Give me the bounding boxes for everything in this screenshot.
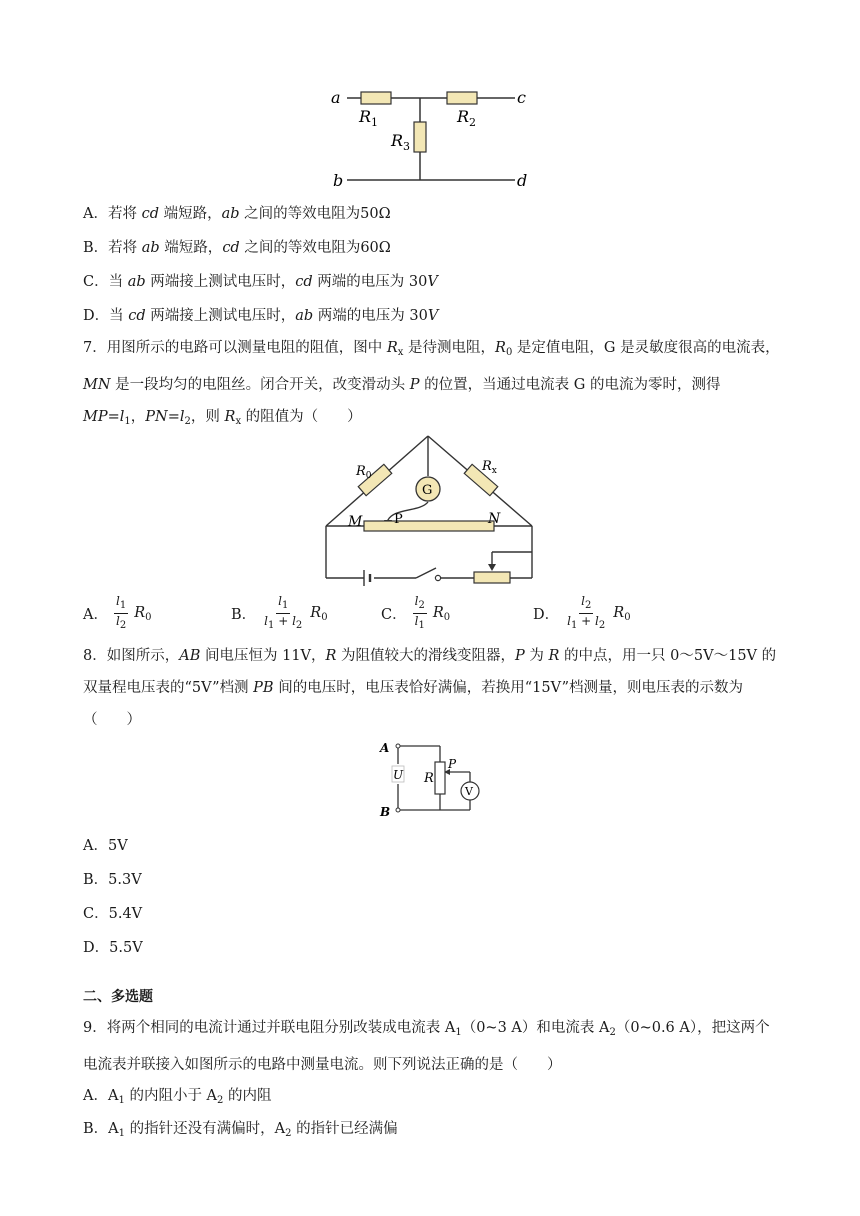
- q9-option-b: B．$A_1$ 的指针还没有满偏时，$A_2$ 的指针已经满偏: [83, 1121, 398, 1139]
- q7-option-b: B． $\frac{l_1}{l_1 + l_2}$ $R_0$: [231, 594, 328, 631]
- q7-stem: 7．用图所示的电路可以测量电阻的阻值，图中 $R_x$ 是待测电阻，$R_0$ 是定值电阻，G 是灵敏度很高的电流表，MN 是一段均匀的电阻丝。闭合开关，改变滑动头 P 的位置，当通过电流表 G 的电流为零时，测得 $MP=l_1$，$PN=l_2$，则 $R_x$ 的阻值为（ ）: [83, 340, 780, 427]
- terminal-a-label: A: [380, 741, 390, 755]
- q8-option-b: B．5.3V: [83, 872, 142, 888]
- p-label: P: [448, 757, 457, 771]
- terminal-d-label: d: [517, 171, 528, 190]
- q6-option-b: B．若将 ab 端短路，cd 之间的等效电阻为60Ω: [83, 240, 391, 256]
- rheostat: [474, 572, 510, 583]
- q8-option-a: A．5V: [83, 838, 128, 854]
- resistor-r2: [447, 92, 477, 104]
- voltage-u-label: U: [393, 768, 404, 782]
- resistance-wire-mn: [364, 521, 494, 531]
- q6-option-a: A．若将 cd 端短路，ab 之间的等效电阻为50Ω: [83, 206, 391, 222]
- r0-label: $R_0$: [356, 464, 372, 481]
- rheostat-r: [435, 762, 445, 794]
- q6-option-c: C．当 ab 两端接上测试电压时，cd 两端的电压为 30V: [83, 274, 438, 290]
- voltmeter-label: V: [465, 785, 473, 798]
- terminal-a-label: a: [331, 88, 341, 107]
- q7-option-d: D． $\frac{l_2}{l_1 + l_2}$ $R_0$: [533, 594, 631, 631]
- section-heading: 二、多选题: [83, 989, 153, 1005]
- q9-stem: 9．将两个相同的电流计通过并联电阻分别改装成电流表 $A_1(0\sim 3$ A）和电流表 $A_2(0\sim 0.6$ A），把这两个电流表并联接入如图所示的电路中测量电流。则下列说法正确的是（ ）: [83, 1020, 770, 1073]
- q7-option-a: A． $\frac{l_1}{l_2}$ $R_0$: [83, 594, 152, 631]
- q6-option-d: D．当 cd 两端接上测试电压时，ab 两端的电压为 30V: [83, 308, 439, 324]
- terminal-c-label: c: [517, 88, 526, 107]
- r3-label: $R_3$: [391, 131, 411, 153]
- terminal-b-label: B: [380, 805, 391, 819]
- r-label: R: [424, 771, 434, 786]
- q8-option-d: D．5.5V: [83, 940, 143, 956]
- terminal-b-label: b: [333, 171, 344, 190]
- resistor-r1: [361, 92, 391, 104]
- galvanometer-label: G: [422, 483, 433, 498]
- r1-label: $R_1$: [359, 107, 379, 129]
- resistor-r3: [414, 122, 426, 152]
- wheatstone-bridge-diagram: [318, 428, 548, 588]
- q7-option-c: C． $\frac{l_2}{l_1}$ $R_0$: [381, 594, 451, 631]
- m-label: M: [348, 514, 363, 530]
- n-label: N: [488, 511, 501, 527]
- resistor-network-diagram: [325, 82, 545, 192]
- q8-option-c: C．5.4V: [83, 906, 143, 922]
- r2-label: $R_2$: [457, 107, 477, 129]
- voltage-divider-diagram: [376, 738, 486, 822]
- rx-label: $R_x$: [482, 459, 497, 476]
- p-label: P: [394, 512, 403, 527]
- q8-stem: 8．如图所示，AB 间电压恒为 11V，R 为阻值较大的滑线变阻器，P 为 R 的中点，用一只 0～5V～15V 的双量程电压表的“5V”档测 PB 间的电压时，电压表恰好满偏，若换用“15V”档测量，则电压表的示数为（ ）: [83, 648, 777, 728]
- q9-option-a: A．$A_1$ 的内阻小于 $A_2$ 的内阻: [83, 1088, 272, 1106]
